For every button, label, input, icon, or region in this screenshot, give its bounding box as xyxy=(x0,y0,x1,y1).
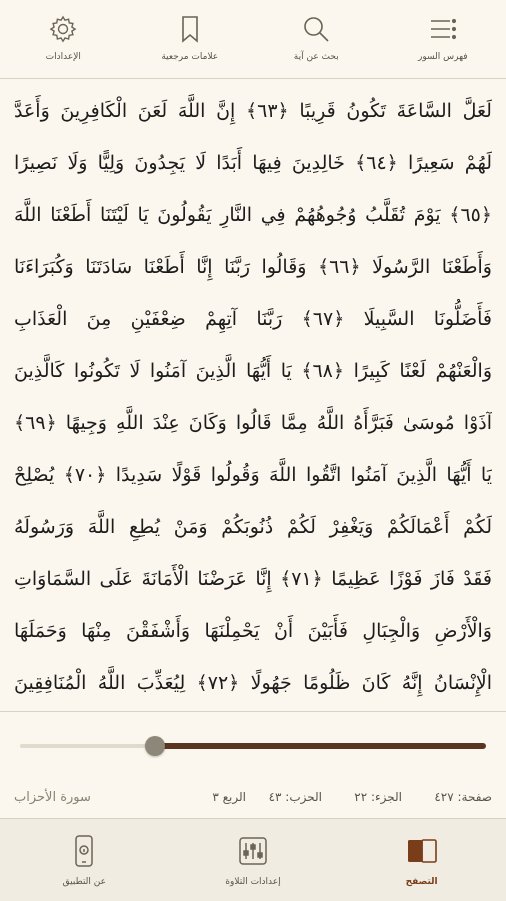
verse-line[interactable]: آذَوْا مُوسَىٰ فَبَرَّأَهُ اللَّهُ مِمَّا قَالُوا وَكَانَ عِنْدَ اللَّهِ وَجِيهًا ﴿٦٩﴾ xyxy=(14,395,492,452)
bottom-tab-bar xyxy=(0,818,506,901)
settings-button[interactable] xyxy=(0,0,127,78)
verse-line[interactable]: وَالْعَنْهُمْ لَعْنًا كَبِيرًا ﴿٦٨﴾ يَا أَيُّهَا الَّذِينَ آمَنُوا لَا تَكُونُوا كَالَّذِينَ xyxy=(14,343,492,400)
tab-recitation-settings[interactable] xyxy=(169,819,338,901)
verse-line[interactable]: لَكُمْ أَعْمَالَكُمْ وَيَغْفِرْ لَكُمْ ذُنُوبَكُمْ وَمَنْ يُطِعِ اللَّهَ وَرَسُولَهُ xyxy=(14,499,492,556)
tab-browse[interactable] xyxy=(337,819,506,901)
search-label: بحث عن آية xyxy=(294,52,339,62)
equalizer-icon xyxy=(235,833,271,869)
list-icon xyxy=(428,14,458,44)
bookmarks-label: علامات مرجعية xyxy=(161,52,218,62)
hizb-number: الحزب: ٤٣ xyxy=(269,790,322,804)
verse-line[interactable]: فَقَدْ فَازَ فَوْزًا عَظِيمًا ﴿٧١﴾ إِنَّا عَرَضْنَا الْأَمَانَةَ عَلَى السَّمَاوَاتِ xyxy=(14,551,492,608)
verse-line[interactable]: وَالْأَرْضِ وَالْجِبَالِ فَأَبَيْنَ أَنْ يَحْمِلْنَهَا وَأَشْفَقْنَ مِنْهَا وَحَمَلَهَا xyxy=(14,603,492,660)
bookmark-icon xyxy=(175,14,205,44)
verse-line[interactable]: لَهُمْ سَعِيرًا ﴿٦٤﴾ خَالِدِينَ فِيهَا أَبَدًا لَا يَجِدُونَ وَلِيًّا وَلَا نَصِيرًا xyxy=(14,135,492,192)
tab-recitation-label: إعدادات التلاوة xyxy=(225,877,280,887)
slider-thumb[interactable] xyxy=(145,736,165,756)
phone-info-icon xyxy=(66,833,102,869)
search-icon xyxy=(301,14,331,44)
settings-label: الإعدادات xyxy=(46,52,81,62)
top-toolbar xyxy=(0,0,506,79)
tab-about-app[interactable] xyxy=(0,819,169,901)
gear-icon xyxy=(48,14,78,44)
verse-line[interactable]: الْإِنْسَانُ إِنَّهُ كَانَ ظَلُومًا جَهُولًا ﴿٧٢﴾ لِيُعَذِّبَ اللَّهُ الْمُنَافِقِينَ xyxy=(14,655,492,712)
surah-name: سورة الأحزاب xyxy=(14,790,91,805)
slider-track-empty xyxy=(20,744,155,748)
verse-line[interactable]: فَأَضَلُّونَا السَّبِيلَا ﴿٦٧﴾ رَبَّنَا آتِهِمْ ضِعْفَيْنِ مِنَ الْعَذَابِ xyxy=(14,291,492,348)
search-verse-button[interactable] xyxy=(253,0,380,78)
verse-line[interactable]: يَا أَيُّهَا الَّذِينَ آمَنُوا اتَّقُوا اللَّهَ وَقُولُوا قَوْلًا سَدِيدًا ﴿٧٠﴾ يُصْلِحْ xyxy=(14,447,492,504)
page-slider[interactable] xyxy=(20,732,486,760)
mushaf-page[interactable] xyxy=(0,79,506,712)
surah-index-label: فهرس السور xyxy=(418,52,468,62)
surah-index-button[interactable] xyxy=(380,0,506,78)
page-number: صفحة: ٤٢٧ xyxy=(434,790,492,804)
bookmarks-button[interactable] xyxy=(127,0,254,78)
verse-line[interactable]: لَعَلَّ السَّاعَةَ تَكُونُ قَرِيبًا ﴿٦٣﴾ إِنَّ اللَّهَ لَعَنَ الْكَافِرِينَ وَأَعَدَّ xyxy=(14,83,492,140)
verse-line[interactable]: وَأَطَعْنَا الرَّسُولَا ﴿٦٦﴾ وَقَالُوا رَبَّنَا إِنَّا أَطَعْنَا سَادَتَنَا وَكُبَرَاءَنَا xyxy=(14,239,492,296)
open-book-icon xyxy=(404,833,440,869)
slider-track-filled xyxy=(155,743,486,749)
tab-browse-label: التصفح xyxy=(406,877,438,887)
verse-line[interactable]: ﴿٦٥﴾ يَوْمَ تُقَلَّبُ وُجُوهُهُمْ فِي النَّارِ يَقُولُونَ يَا لَيْتَنَا أَطَعْنَا اللَّهَ xyxy=(14,187,492,244)
tab-about-label: عن التطبيق xyxy=(63,877,106,887)
juz-number: الجزء: ٢٢ xyxy=(354,790,402,804)
quarter-number: الربع ٣ xyxy=(212,790,246,804)
page-info-bar xyxy=(14,790,492,810)
